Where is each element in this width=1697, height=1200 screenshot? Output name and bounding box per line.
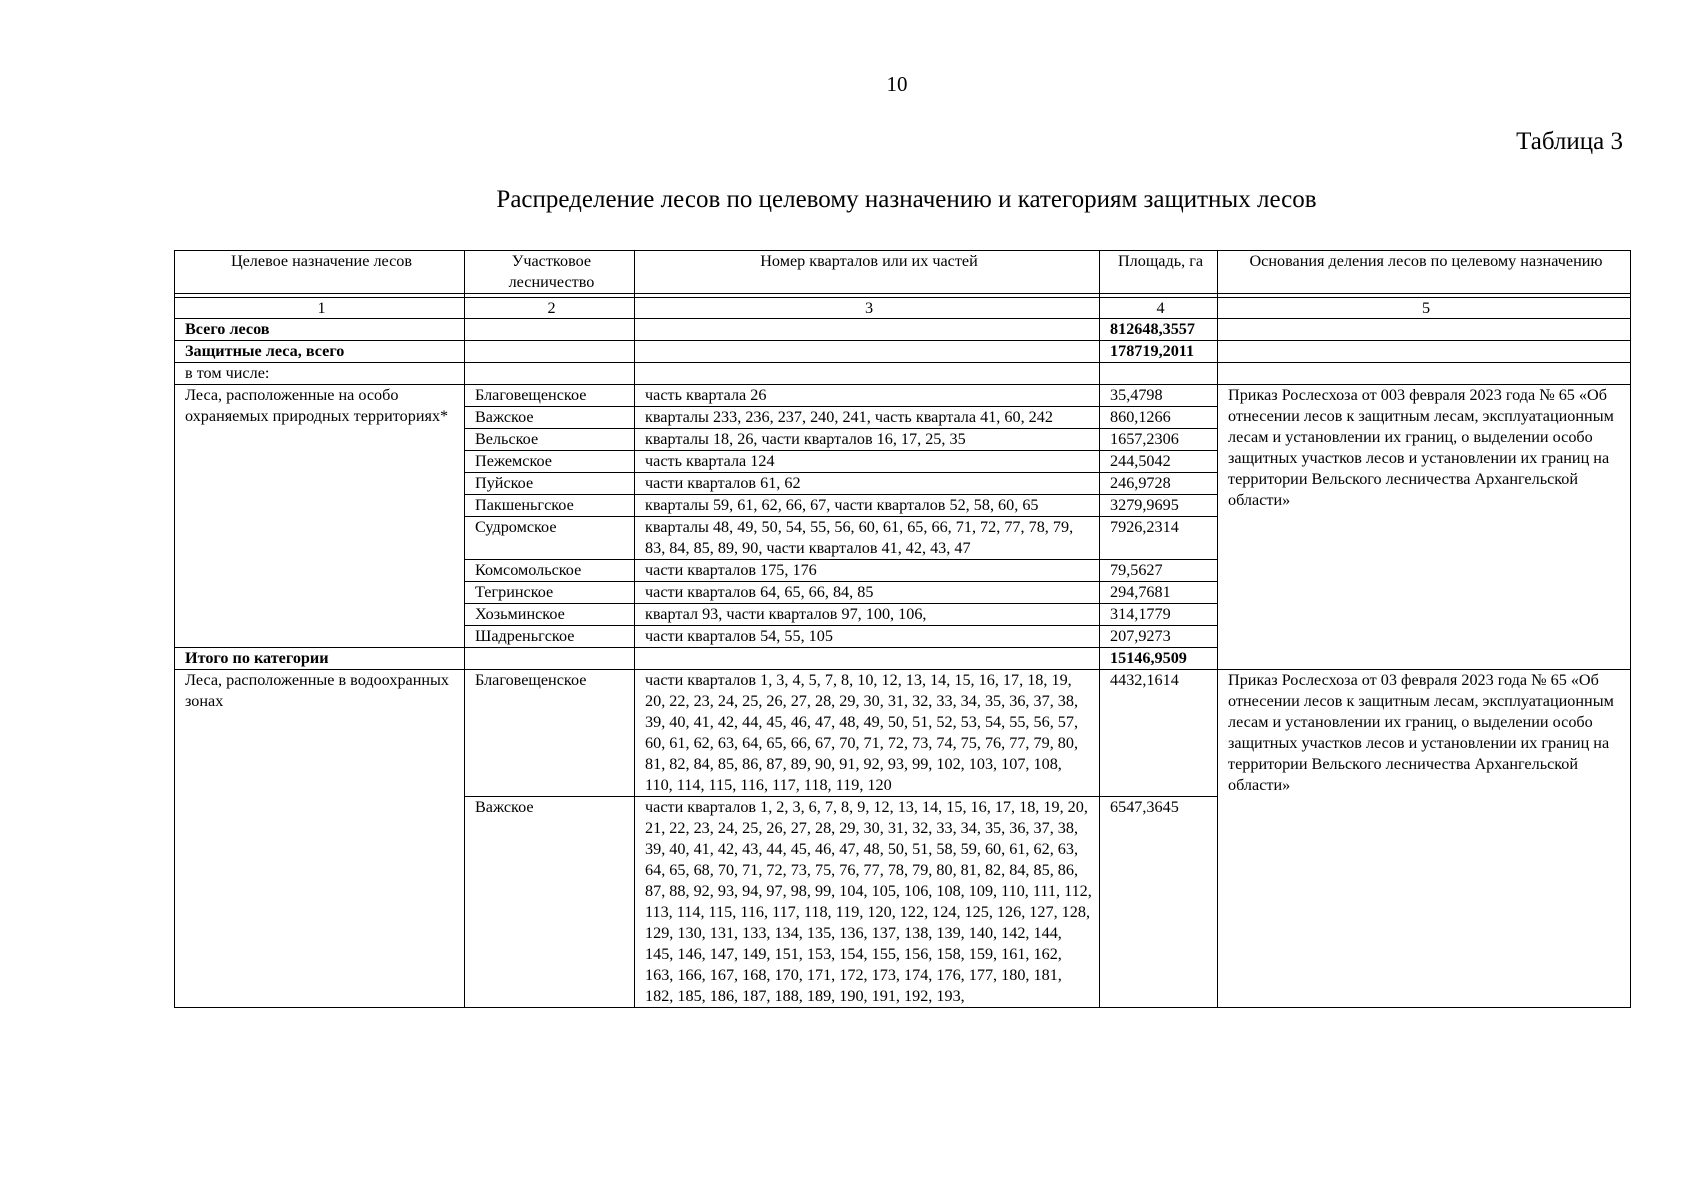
protective-label: Защитные леса, всего [175,341,465,363]
quarters: части кварталов 64, 65, 66, 84, 85 [635,582,1100,604]
column-number: 4 [1100,298,1218,319]
category-name: Леса, расположенные в водоохранных зонах [175,670,465,1008]
forestry-name: Пежемское [465,451,635,473]
total-row [175,319,1631,341]
forestry-name: Шадреньгское [465,626,635,648]
area: 294,7681 [1100,582,1218,604]
quarters: части кварталов 61, 62 [635,473,1100,495]
column-number-row [175,298,1631,319]
quarters: кварталы 233, 236, 237, 240, 241, часть квартала 41, 60, 242 [635,407,1100,429]
area: 35,4798 [1100,385,1218,407]
protective-area: 178719,2011 [1100,341,1218,363]
quarters: части кварталов 1, 2, 3, 6, 7, 8, 9, 12, 13, 14, 15, 16, 17, 18, 19, 20, 21, 22, 23, 24, 25, 26, 27, 28, 29, 30, 31, 32, 33, 34, 35, 36, 37, 38, 39, 40, 41, 42, 43, 44, 45, 46, 47, 48, 50, 51, 58, 59, 60, 61, 62, 63, 64, 65, 68, 70, 71, 72, 73, 75, 76, 77, 78, 79, 80, 81, 82, 84, 85, 86, 87, 88, 92, 93, 94, 97, 98, 99, 104, 105, 106, 108, 109, 110, 111, 112, 113, 114, 115, 116, 117, 118, 119, 120, 122, 124, 125, 126, 127, 128, 129, 130, 131, 133, 134, 135, 136, 137, 138, 139, 140, 142, 144, 145, 146, 147, 149, 151, 153, 154, 155, 156, 158, 159, 161, 162, 163, 166, 167, 168, 170, 171, 172, 173, 174, 176, 177, 180, 181, 182, 185, 186, 187, 188, 189, 190, 191, 192, 193, [635,797,1100,1008]
quarters: кварталы 59, 61, 62, 66, 67, части кварталов 52, 58, 60, 65 [635,495,1100,517]
quarters: квартал 93, части кварталов 97, 100, 106, [635,604,1100,626]
basis: Приказ Рослесхоза от 003 февраля 2023 года № 65 «Об отнесении лесов к защитным лесам, эксплуатационным лесам и установлении их границ, о выделении особо защитных участков лесов и установлении их границ на территории Вельского лесничества Архангельской области» [1218,385,1631,670]
including-label: в том числе: [175,363,465,385]
quarters: часть квартала 26 [635,385,1100,407]
forestry-name: Благовещенское [465,670,635,797]
area: 7926,2314 [1100,517,1218,560]
basis: Приказ Рослесхоза от 03 февраля 2023 года № 65 «Об отнесении лесов к защитным лесам, эксплуатационным лесам и установлении их границ, о выделении особо защитных участков лесов и установлении их границ на территории Вельского лесничества Архангельской области» [1218,670,1631,1008]
forestry-name: Важское [465,407,635,429]
total-area: 812648,3557 [1100,319,1218,341]
page-number: 10 [886,72,908,96]
area: 314,1779 [1100,604,1218,626]
quarters: части кварталов 1, 3, 4, 5, 7, 8, 10, 12, 13, 14, 15, 16, 17, 18, 19, 20, 22, 23, 24, 25, 26, 27, 28, 29, 30, 31, 32, 33, 34, 35, 36, 37, 38, 39, 40, 41, 42, 44, 45, 46, 47, 48, 49, 50, 51, 52, 53, 54, 55, 56, 57, 60, 61, 62, 63, 64, 65, 66, 67, 70, 71, 72, 73, 74, 75, 76, 77, 79, 80, 81, 82, 84, 85, 86, 87, 89, 90, 91, 92, 93, 99, 102, 103, 107, 108, 110, 114, 115, 116, 117, 118, 119, 120 [635,670,1100,797]
column-header: Целевое назначение лесов [175,251,465,294]
table-row [175,670,1631,797]
area: 4432,1614 [1100,670,1218,797]
table-title: Распределение лесов по целевому назначению и категориям защитных лесов [496,186,1317,213]
column-header: Участковое лесничество [465,251,635,294]
forestry-name: Комсомольское [465,560,635,582]
protective-total-row [175,341,1631,363]
area: 1657,2306 [1100,429,1218,451]
total-label: Всего лесов [175,319,465,341]
area: 244,5042 [1100,451,1218,473]
quarters: кварталы 18, 26, части кварталов 16, 17, 25, 35 [635,429,1100,451]
column-number: 5 [1218,298,1631,319]
category-name: Леса, расположенные на особо охраняемых природных территориях* [175,385,465,648]
quarters: часть квартала 124 [635,451,1100,473]
subtotal-label: Итого по категории [175,648,465,670]
quarters: кварталы 48, 49, 50, 54, 55, 56, 60, 61, 65, 66, 71, 72, 77, 78, 79, 83, 84, 85, 89, 90, части кварталов 41, 42, 43, 47 [635,517,1100,560]
quarters: части кварталов 175, 176 [635,560,1100,582]
area: 860,1266 [1100,407,1218,429]
column-header: Номер кварталов или их частей [635,251,1100,294]
quarters: части кварталов 54, 55, 105 [635,626,1100,648]
area: 207,9273 [1100,626,1218,648]
forestry-name: Тегринское [465,582,635,604]
forestry-name: Важское [465,797,635,1008]
area: 3279,9695 [1100,495,1218,517]
area: 246,9728 [1100,473,1218,495]
forestry-name: Пуйское [465,473,635,495]
column-header: Основания деления лесов по целевому назначению [1218,251,1631,294]
forestry-name: Пакшеньгское [465,495,635,517]
forestry-name: Вельское [465,429,635,451]
forestry-name: Благовещенское [465,385,635,407]
forestry-name: Хозьминское [465,604,635,626]
forestry-name: Судромское [465,517,635,560]
column-number: 3 [635,298,1100,319]
column-number: 2 [465,298,635,319]
including-row [175,363,1631,385]
column-number: 1 [175,298,465,319]
forest-distribution-table [174,250,1631,1008]
area: 79,5627 [1100,560,1218,582]
table-label: Таблица 3 [1516,128,1623,155]
table-row [175,385,1631,407]
subtotal-area: 15146,9509 [1100,648,1218,670]
header-row [175,251,1631,294]
area: 6547,3645 [1100,797,1218,1008]
column-header: Площадь, га [1100,251,1218,294]
